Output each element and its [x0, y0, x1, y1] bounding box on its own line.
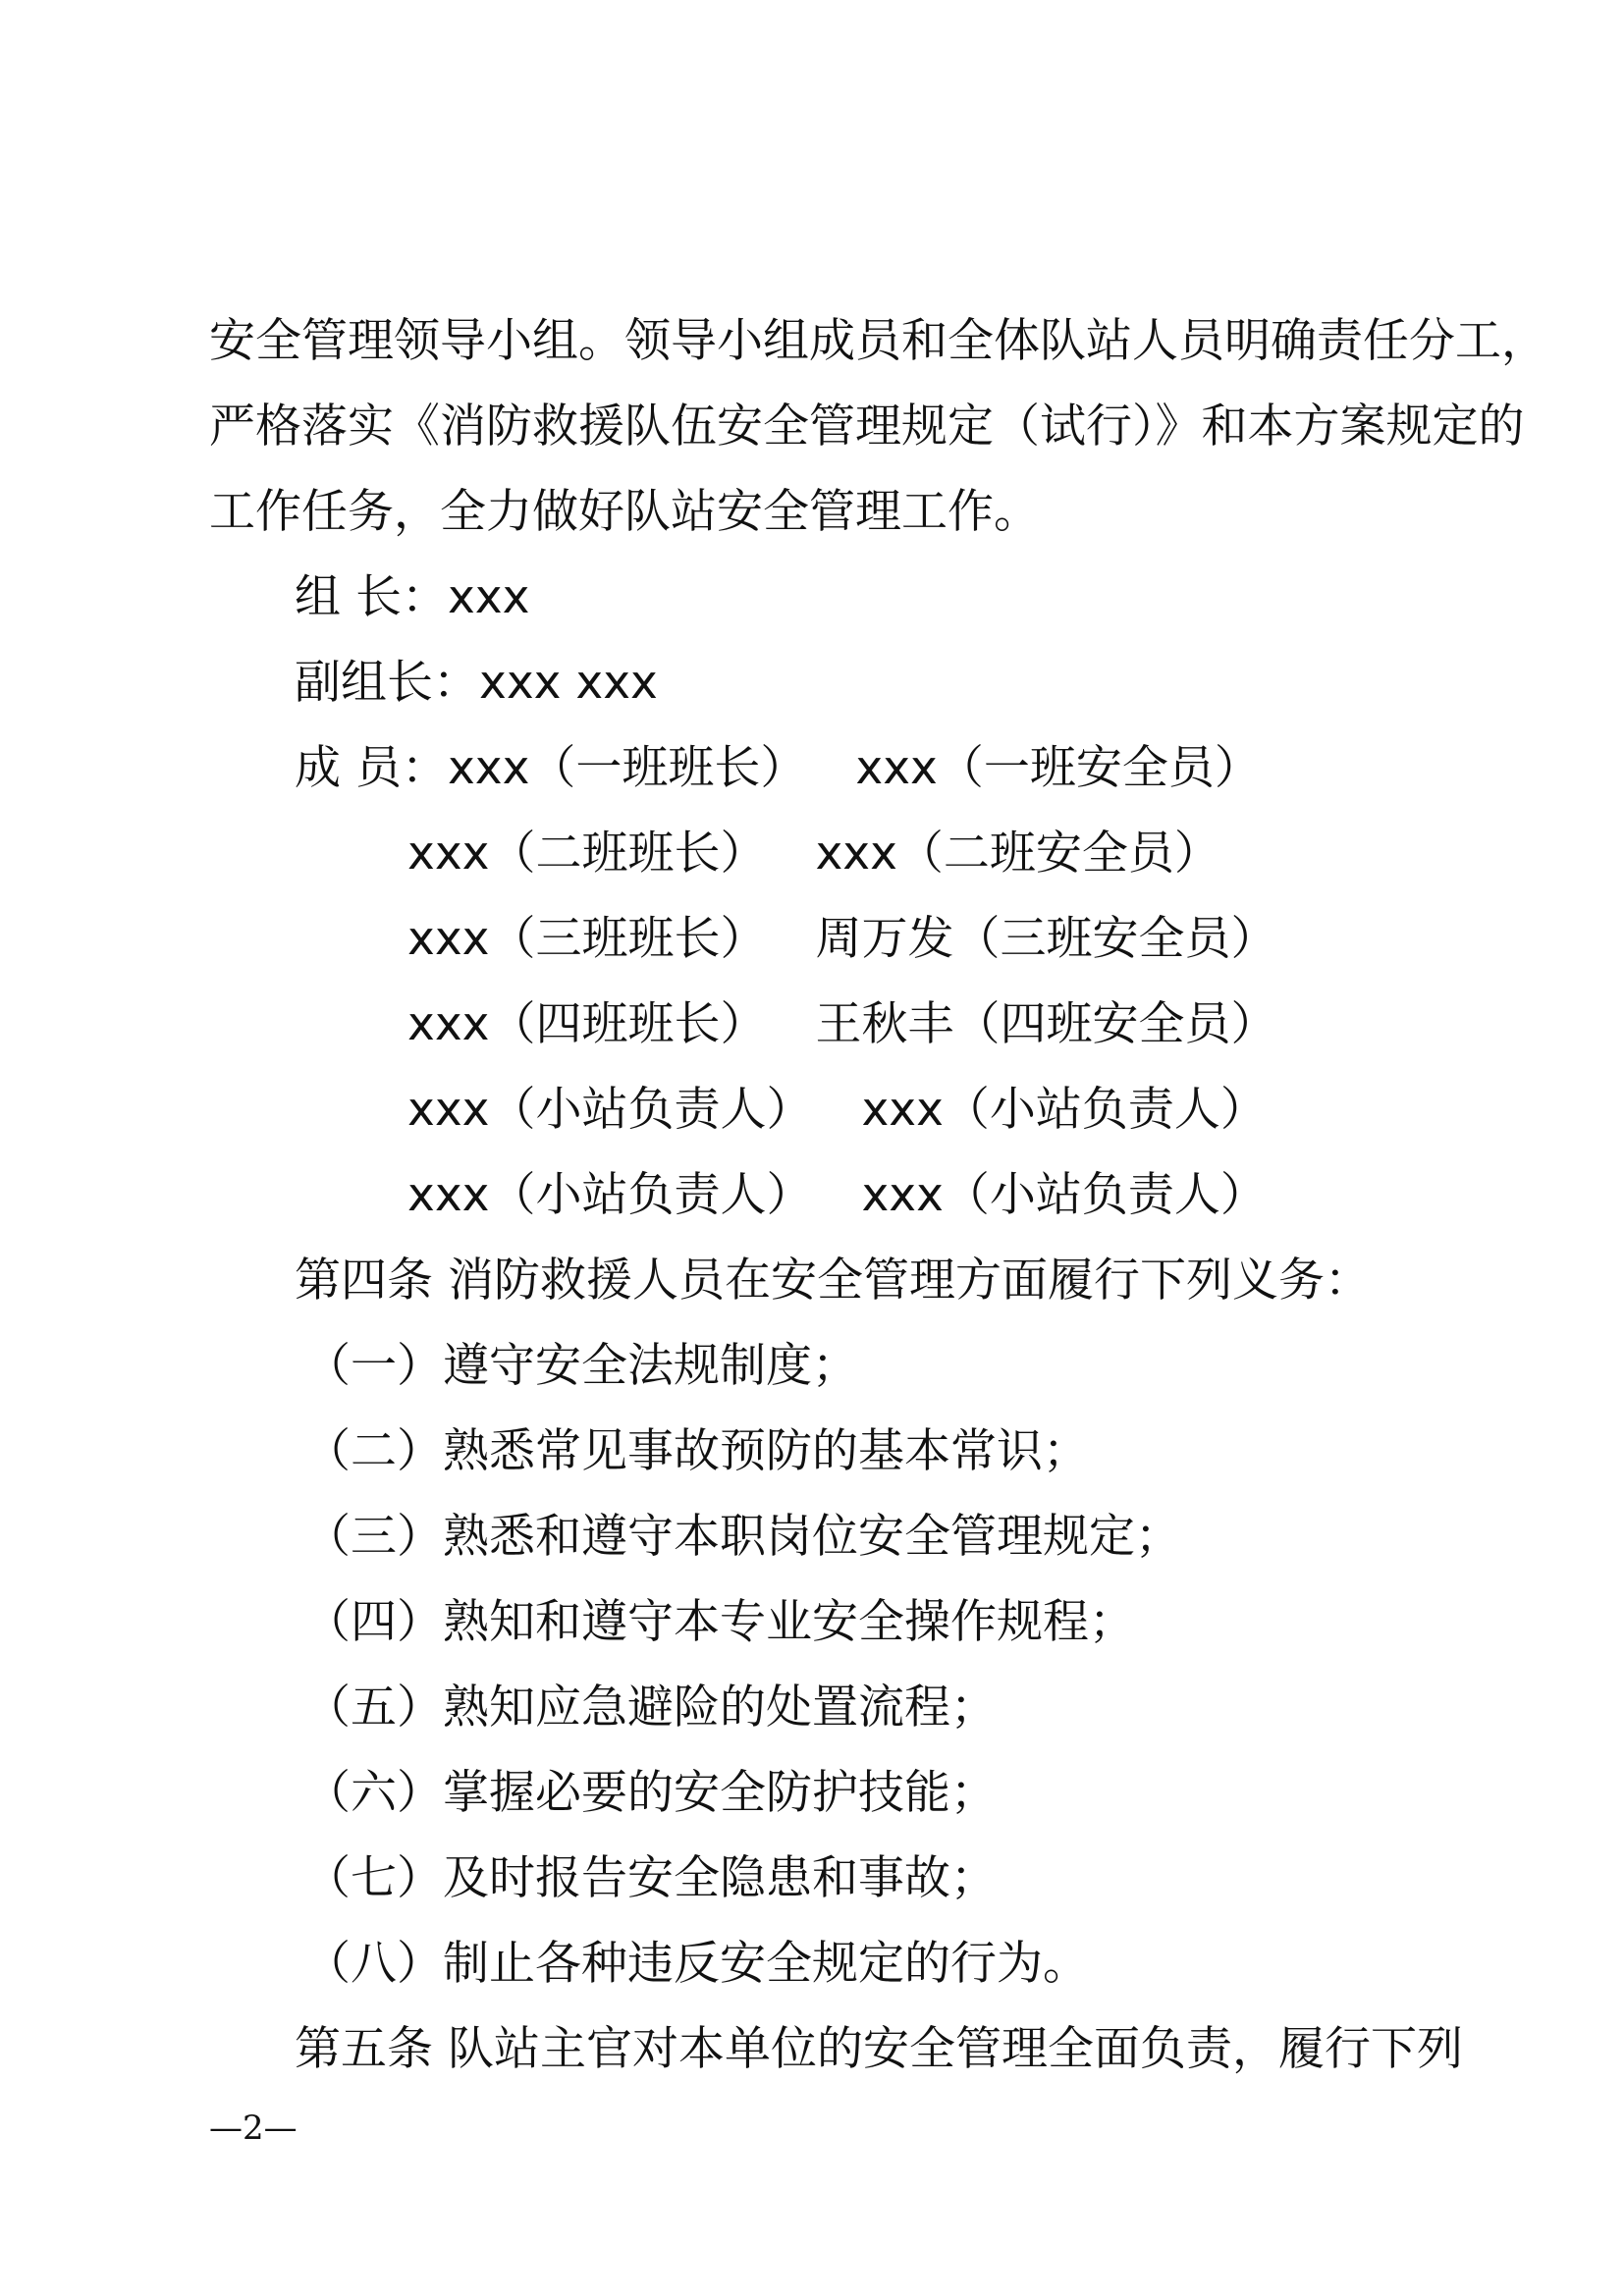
- member-entry: xxx（小站负责人）: [861, 1168, 1267, 1222]
- member-entry: xxx（小站负责人）: [407, 1083, 813, 1137]
- paragraph-line-3: 工作任务，全力做好队站安全管理工作。: [209, 485, 1040, 539]
- member-entry: xxx（一班安全员）: [855, 741, 1261, 795]
- members-row-4: [407, 995, 1276, 1054]
- duty-item-2: （二）熟悉常见事故预防的基本常识；: [304, 1424, 1089, 1478]
- members-row-3: [407, 910, 1276, 969]
- member-entry: xxx（小站负责人）: [407, 1168, 813, 1222]
- duty-item-7: （七）及时报告安全隐患和事故；: [304, 1851, 997, 1905]
- members-row-2: [407, 825, 1220, 883]
- duty-item-6: （六）掌握必要的安全防护技能；: [304, 1766, 997, 1820]
- member-entry: xxx（三班班长）: [407, 912, 767, 966]
- member-entry: xxx（四班班长）: [407, 997, 767, 1051]
- members-label: 成 员：: [295, 741, 448, 795]
- deputy-line: 副组长：xxx xxx: [295, 656, 658, 710]
- members-row-6: [407, 1166, 1267, 1225]
- duty-item-4: （四）熟知和遵守本专业安全操作规程；: [304, 1595, 1135, 1649]
- member-entry: xxx（一班班长）: [447, 741, 807, 795]
- duty-item-5: （五）熟知应急避险的处置流程；: [304, 1681, 997, 1735]
- member-entry: xxx（小站负责人）: [861, 1083, 1267, 1137]
- members-row-5: [407, 1081, 1267, 1140]
- paragraph-line-2: 严格落实《消防救援队伍安全管理规定（试行）》和本方案规定的: [209, 400, 1525, 454]
- member-entry: 王秋丰（四班安全员）: [815, 997, 1277, 1051]
- duty-item-3: （三）熟悉和遵守本职岗位安全管理规定；: [304, 1510, 1181, 1564]
- leader-line: 组 长：xxx: [295, 570, 530, 624]
- member-entry: xxx（二班班长）: [407, 827, 767, 881]
- article-4-heading: 第四条 消防救援人员在安全管理方面履行下列义务：: [295, 1254, 1371, 1308]
- duty-item-8: （八）制止各种违反安全规定的行为。: [304, 1937, 1089, 1991]
- paragraph-line-1: 安全管理领导小组。领导小组成员和全体队站人员明确责任分工，: [209, 314, 1547, 368]
- members-row-1: [295, 739, 1261, 798]
- page-number: —2—: [209, 2109, 298, 2148]
- member-entry: xxx（二班安全员）: [815, 827, 1220, 881]
- article-5-heading: 第五条 队站主官对本单位的安全管理全面负责，履行下列: [295, 2022, 1463, 2076]
- duty-item-1: （一）遵守安全法规制度；: [304, 1339, 858, 1393]
- member-entry: 周万发（三班安全员）: [815, 912, 1277, 966]
